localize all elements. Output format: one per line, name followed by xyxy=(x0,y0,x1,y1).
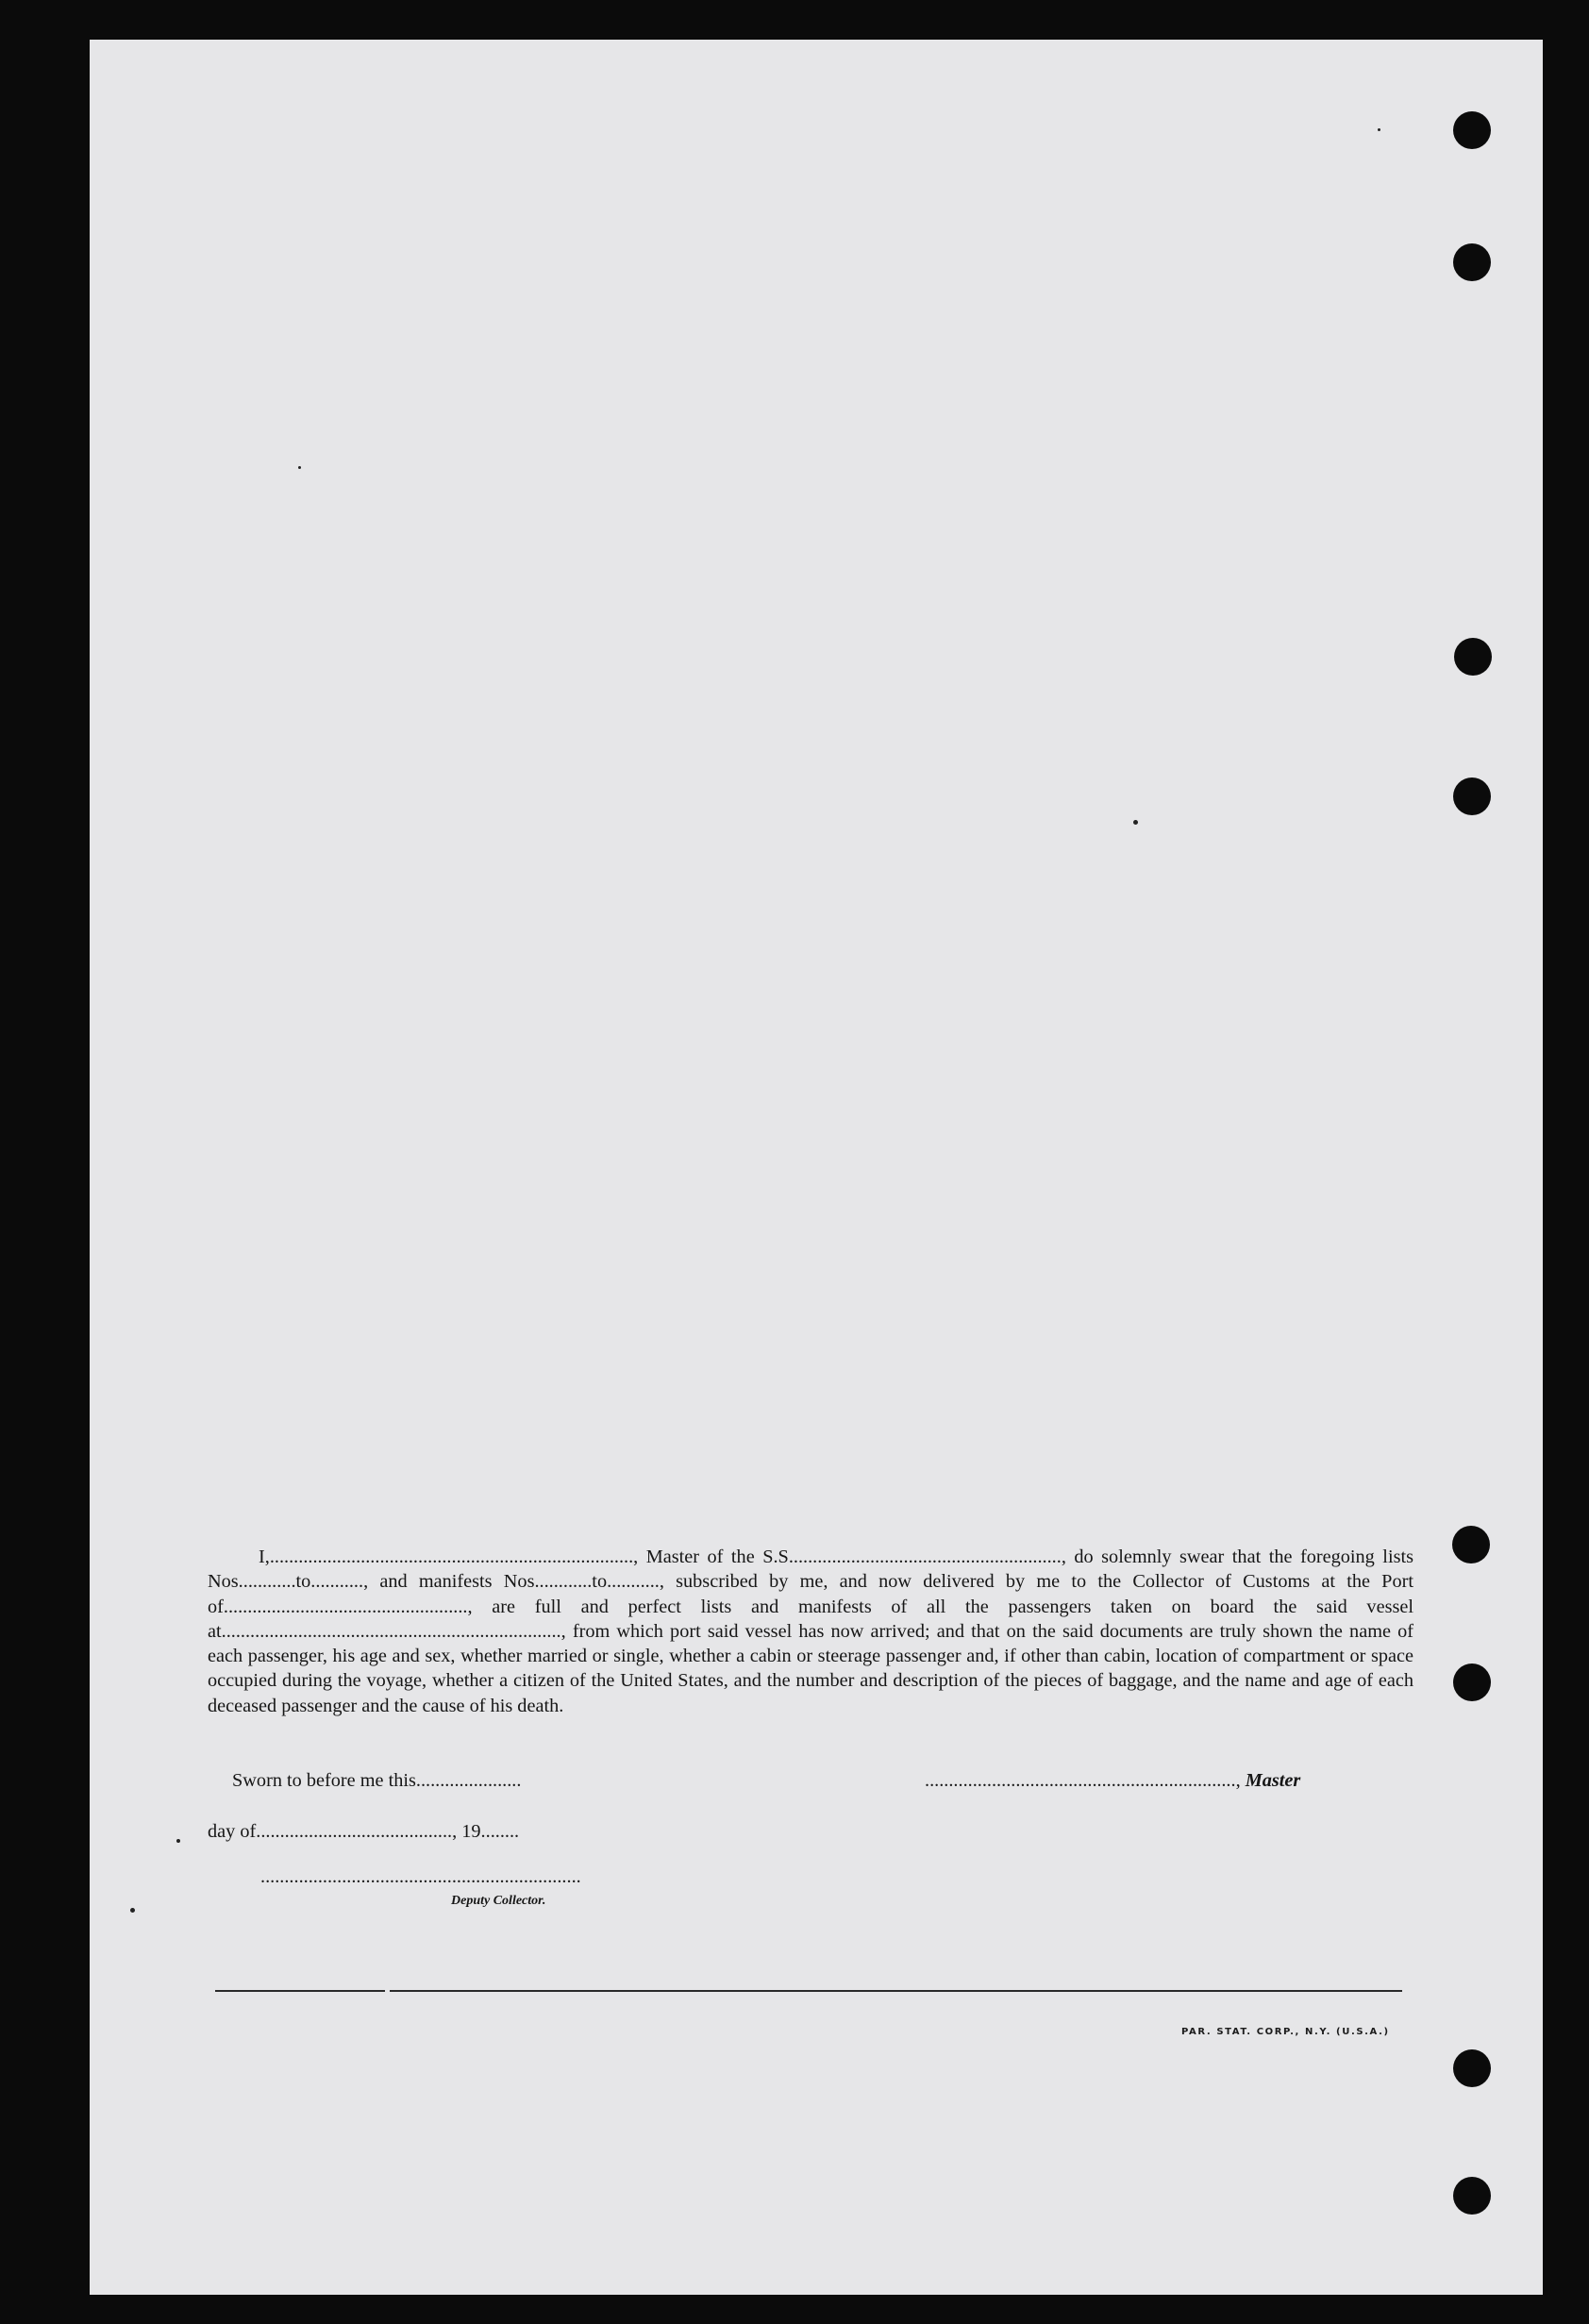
punch-hole-5 xyxy=(1452,1526,1490,1563)
bottom-rule-right xyxy=(390,1990,1402,1992)
bottom-rule-left xyxy=(215,1990,385,1992)
sworn-text: Sworn to before me this...................... xyxy=(232,1770,522,1791)
printer-mark: PAR. STAT. CORP., N.Y. (U.S.A.) xyxy=(1181,2027,1390,2037)
punch-hole-6 xyxy=(1453,1664,1491,1701)
punch-hole-8 xyxy=(1453,2177,1491,2215)
master-label: Master xyxy=(1245,1770,1301,1791)
punch-hole-1 xyxy=(1453,111,1491,149)
punch-hole-2 xyxy=(1453,243,1491,281)
master-oath-paragraph xyxy=(208,1545,1413,1718)
sworn-line xyxy=(232,1770,521,1792)
scan-speck xyxy=(298,466,301,469)
scan-speck xyxy=(1133,820,1138,825)
master-signature-line xyxy=(925,1770,1300,1792)
punch-hole-4 xyxy=(1453,777,1491,815)
punch-hole-3 xyxy=(1454,638,1492,676)
punch-hole-7 xyxy=(1453,2049,1491,2087)
master-dots: ................................................................., xyxy=(925,1770,1241,1791)
day-text: day of........................................., 19........ xyxy=(208,1821,520,1842)
deputy-collector-label: Deputy Collector. xyxy=(451,1894,546,1908)
scan-speck xyxy=(176,1839,180,1843)
scan-speck xyxy=(130,1908,135,1913)
deputy-dots: ................................................................... xyxy=(260,1866,581,1887)
deputy-signature-dots xyxy=(260,1866,581,1888)
day-line xyxy=(208,1821,519,1843)
oath-text: I,............................................................................, Master of the S.S........................................................., do solemnly swear that the foregoing lists Nos............to..........., and manifests Nos............to..........., subscribed by me, and now delivered by me to the Collector of Customs at the Port of..................................................., are full and perfect lists and manifests of all the passengers taken on board the said vessel at......................................................................., from which port said vessel has now arrived; and that on the said documents are truly shown the name of each passenger, his age and sex, whether married or single, whether a cabin or steerage passenger and, if other than cabin, location of compartment or space occupied during the voyage, whether a citizen of the United States, and the number and description of the pieces of baggage, and the name and age of each deceased passenger and the cause of his death. xyxy=(208,1547,1413,1716)
document-page xyxy=(90,40,1543,2295)
scan-speck xyxy=(1378,128,1380,131)
